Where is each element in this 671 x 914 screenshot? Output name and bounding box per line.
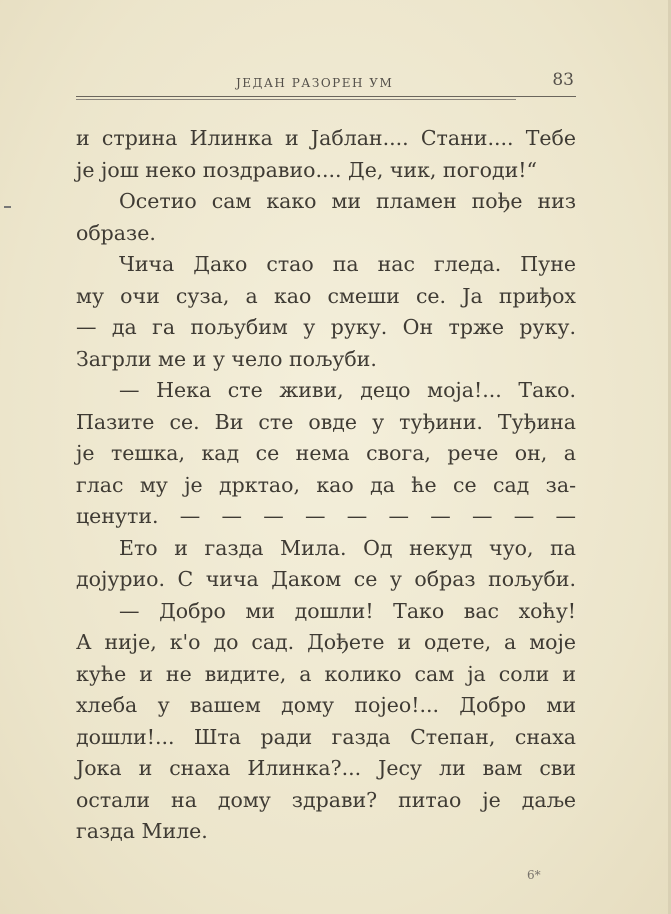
text-line: Осетио сам како ми пламен пође низ xyxy=(119,189,576,213)
text-line: и стрина Илинка и Јаблан.... Стани.... Тебе xyxy=(76,126,576,150)
body-text xyxy=(76,123,576,848)
text-line: Ето и газда Мила. Од некуд чуо, па xyxy=(119,535,576,560)
text-line: глас му је дрктао, као да ће се сад за- xyxy=(76,472,576,497)
text-line: дојурио. С чича Даком се у образ пољуби. xyxy=(76,567,576,591)
text-line: Чича Дако стао па нас гледа. Пуне xyxy=(119,252,576,276)
header-rule-secondary xyxy=(76,99,516,100)
text-line: Пазите се. Ви сте овде у туђини. Туђина xyxy=(76,409,576,434)
header-rule xyxy=(76,96,576,97)
text-line: — да га пољубим у руку. Он трже руку. xyxy=(76,315,576,339)
text-line: А није, к'о до сад. Дођете и одете, а моје xyxy=(76,630,576,654)
text-line: је још неко поздравио.... Де, чик, погоди!“ xyxy=(76,157,538,182)
text-line: је тешка, кад се нема свога, рече он, а xyxy=(76,441,576,465)
text-line: куће и не видите, а колико сам ја соли и xyxy=(76,661,576,686)
text-line: остали на дому здрави? питао је даље xyxy=(76,787,576,812)
text-line: Загрли ме и у чело пољуби. xyxy=(76,346,377,371)
page-header xyxy=(76,70,576,90)
running-title: ЈЕДАН РАЗОРЕН УМ xyxy=(236,76,394,90)
text-line: газда Миле. xyxy=(76,819,208,843)
text-line: дошли!... Шта ради газда Степан, снаха xyxy=(76,724,576,749)
printer-signature: 6* xyxy=(527,868,541,882)
text-line: му очи суза, а као смеши се. Ја приђох xyxy=(76,283,576,308)
page-number: 83 xyxy=(552,70,574,90)
text-line: хлеба у вашем дому појео!... Добро ми xyxy=(76,693,576,717)
text-line: — Нека сте живи, децо моја!... Тако. xyxy=(119,378,576,402)
text-line: Јока и снаха Илинка?... Јесу ли вам сви xyxy=(76,756,576,780)
text-line: ценути. — — — — — — — — — — xyxy=(76,504,576,528)
text-line: — Добро ми дошли! Тако вас хоћу! xyxy=(119,598,576,623)
margin-mark xyxy=(4,206,11,208)
text-line: образе. xyxy=(76,220,156,245)
